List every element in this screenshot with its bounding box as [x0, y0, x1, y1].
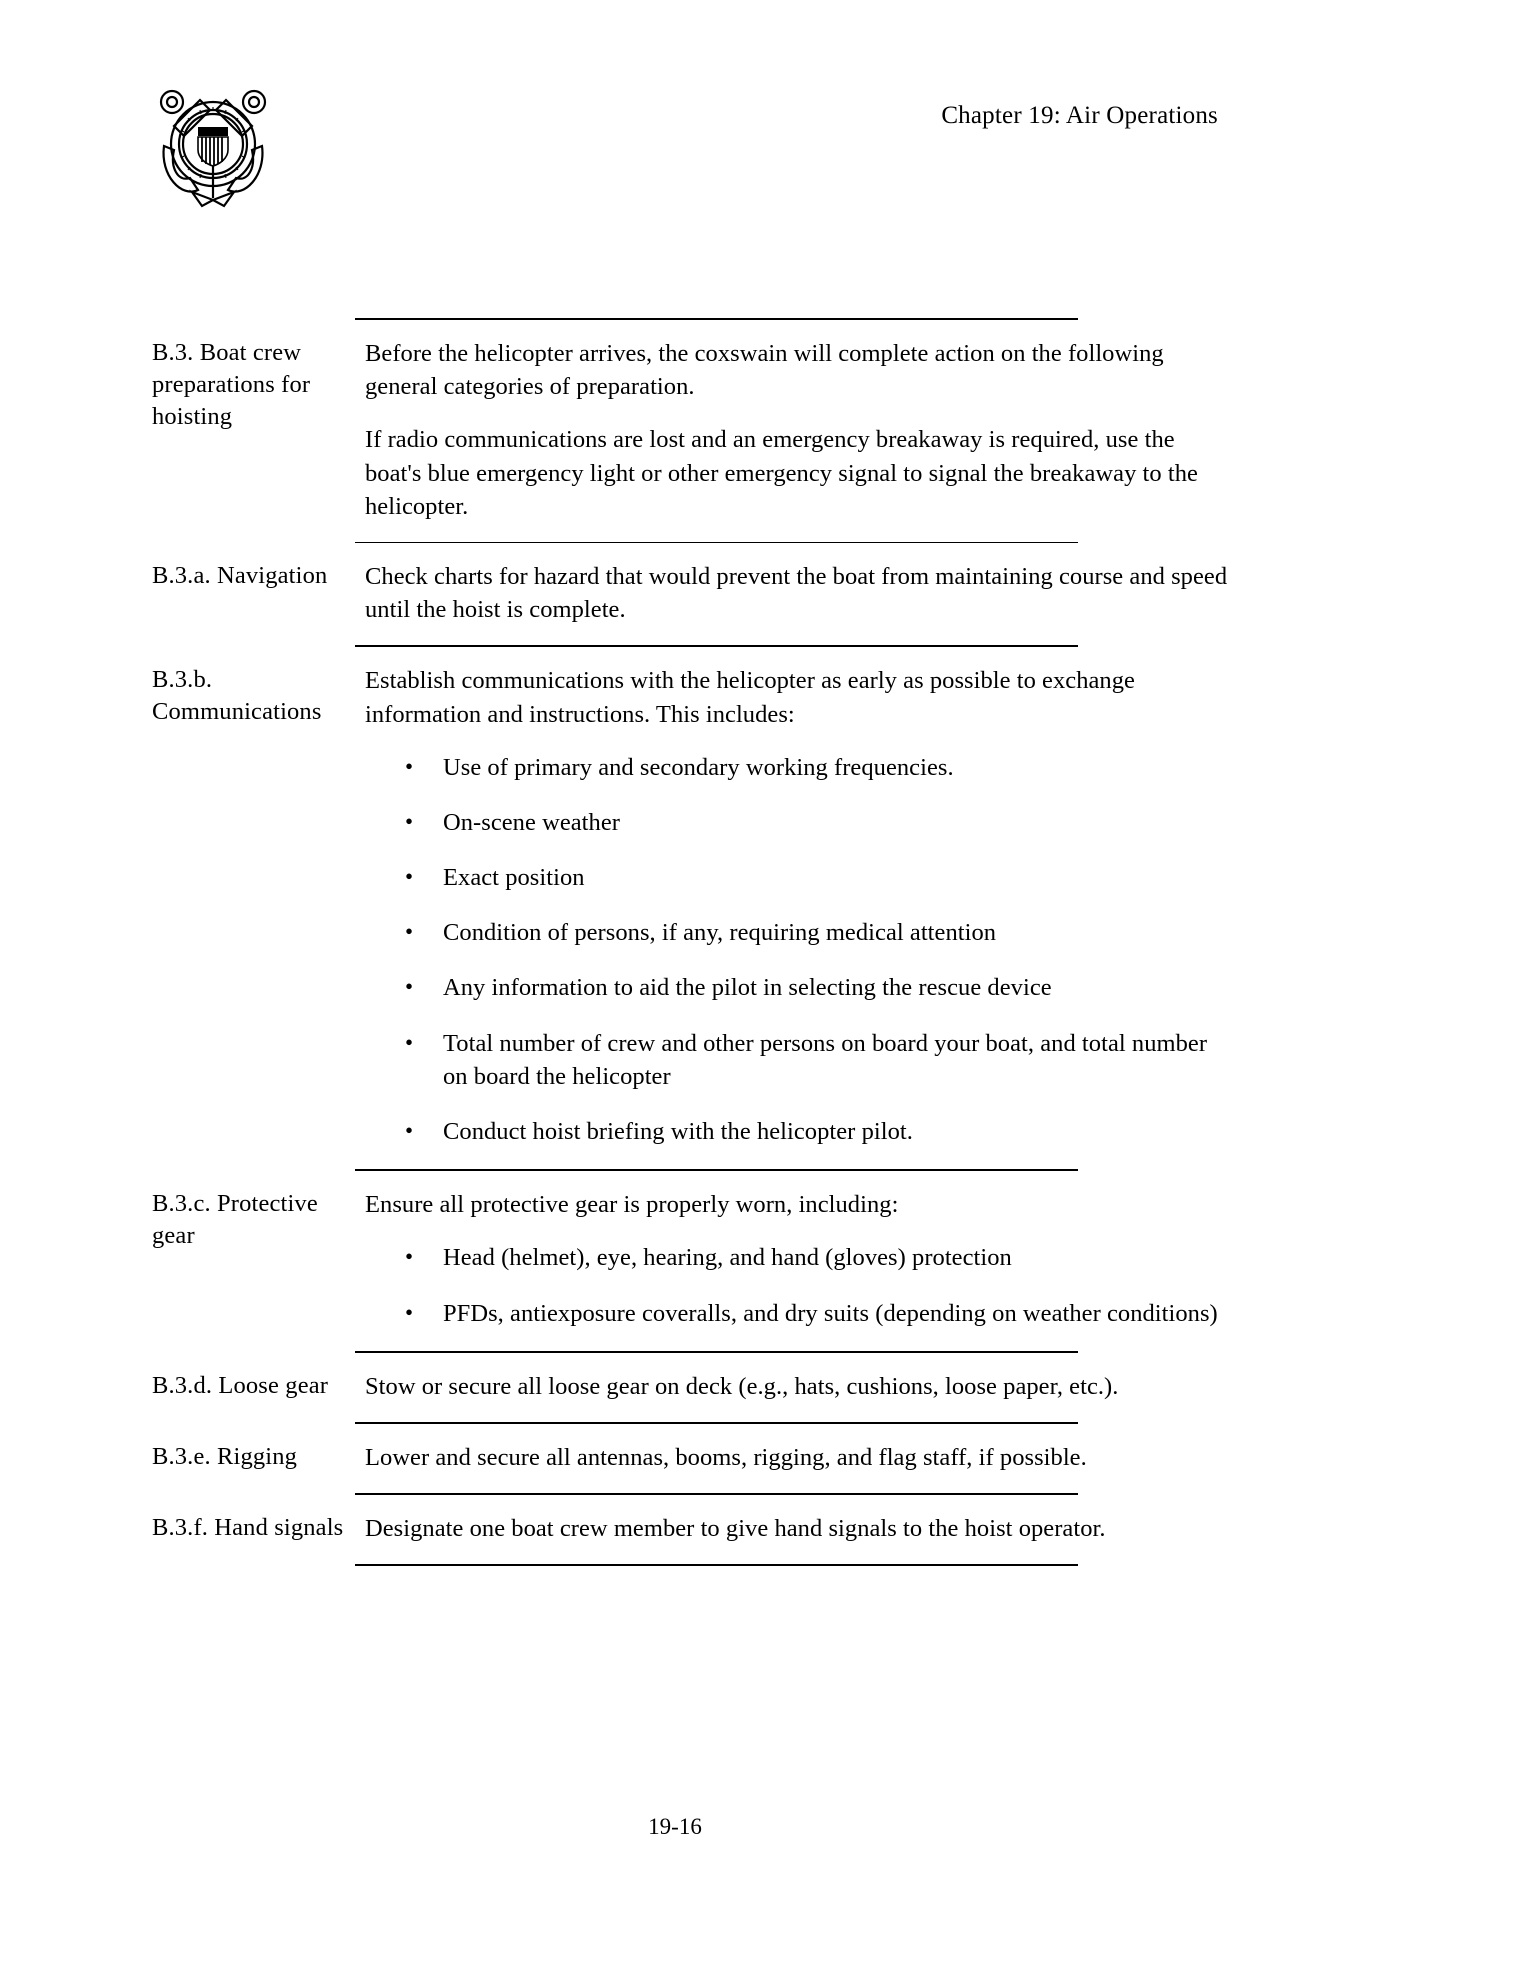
section-paragraph: Check charts for hazard that would prevent the boat from maintaining course and speed until the hoist is complete.	[365, 562, 1228, 624]
section-row	[152, 1424, 1232, 1493]
list-item-text: Condition of persons, if any, requiring medical attention	[443, 919, 997, 947]
list-item	[365, 916, 1232, 949]
list-item	[365, 971, 1232, 1004]
bullet-icon: •	[405, 1244, 414, 1270]
list-item	[365, 1241, 1232, 1274]
section-label: B.3.c. Protective gear	[152, 1190, 318, 1250]
section-paragraph: Stow or secure all loose gear on deck (e.g., hats, cushions, loose paper, etc.).	[365, 1372, 1119, 1400]
section-body	[355, 647, 1232, 1169]
section-row	[152, 1495, 1232, 1564]
section-body	[355, 320, 1232, 542]
list-item-text: PFDs, antiexposure coveralls, and dry suits (depending on weather conditions)	[443, 1299, 1218, 1327]
section-row	[152, 647, 1232, 1169]
section-label: B.3.d. Loose gear	[152, 1371, 329, 1399]
list-item	[365, 1115, 1232, 1148]
page-header	[140, 80, 1390, 200]
list-item-text: Head (helmet), eye, hearing, and hand (gloves) protection	[443, 1244, 1012, 1272]
page-number: 19-16	[648, 1814, 702, 1839]
section-body	[355, 1424, 1232, 1493]
list-item	[365, 1027, 1232, 1093]
list-item-text: Total number of crew and other persons on board your boat, and total number on board the helicopter	[443, 1029, 1208, 1090]
list-item	[365, 806, 1232, 839]
bullet-list	[365, 751, 1232, 1149]
section-paragraph: Ensure all protective gear is properly worn, including:	[365, 1191, 899, 1219]
section-row	[152, 320, 1232, 542]
section-body	[355, 1495, 1232, 1564]
section-label: B.3. Boat crew preparations for hoisting	[152, 339, 311, 430]
section-paragraph: Establish communications with the helicopter as early as possible to exchange information and instructions. This includes:	[365, 667, 1135, 728]
uscg-seal-icon	[148, 80, 278, 210]
list-item-text: Any information to aid the pilot in selecting the rescue device	[443, 974, 1052, 1002]
section-label: B.3.b. Communications	[152, 666, 322, 726]
section-table	[152, 318, 1232, 1566]
bullet-icon: •	[405, 753, 414, 779]
bullet-icon: •	[405, 864, 414, 890]
list-item-text: Exact position	[443, 864, 585, 892]
section-body	[355, 1171, 1232, 1351]
page-title: Chapter 19: Air Operations	[941, 102, 1218, 129]
list-item-text: On-scene weather	[443, 808, 620, 836]
list-item	[365, 1297, 1232, 1330]
bullet-icon: •	[405, 919, 414, 945]
list-item	[365, 861, 1232, 894]
bullet-icon: •	[405, 974, 414, 1000]
section-body	[355, 543, 1232, 645]
bullet-icon: •	[405, 1029, 414, 1055]
section-row	[152, 1171, 1232, 1351]
list-item	[365, 751, 1232, 784]
bullet-list	[365, 1241, 1232, 1329]
bullet-icon: •	[405, 808, 414, 834]
section-paragraph: If radio communications are lost and an emergency breakaway is required, use the boat's blue emergency light or other emergency signal to signal the breakaway to the helicopter.	[365, 426, 1198, 520]
section-row	[152, 543, 1232, 645]
section-label: B.3.e. Rigging	[152, 1442, 298, 1470]
section-paragraph: Before the helicopter arrives, the coxswain will complete action on the following general categories of preparation.	[365, 340, 1164, 401]
list-item-text: Use of primary and secondary working frequencies.	[443, 753, 954, 781]
list-item-text: Conduct hoist briefing with the helicopter pilot.	[443, 1118, 913, 1145]
bullet-icon: •	[405, 1118, 414, 1143]
section-divider	[355, 1564, 1078, 1566]
section-body	[355, 1353, 1232, 1422]
section-label: B.3.f. Hand signals	[152, 1514, 344, 1542]
page-footer	[0, 1814, 1530, 1840]
bullet-icon: •	[405, 1299, 414, 1325]
section-row	[152, 1353, 1232, 1422]
section-paragraph: Designate one boat crew member to give hand signals to the hoist operator.	[365, 1515, 1106, 1543]
section-label: B.3.a. Navigation	[152, 561, 328, 589]
section-paragraph: Lower and secure all antennas, booms, rigging, and flag staff, if possible.	[365, 1443, 1087, 1471]
